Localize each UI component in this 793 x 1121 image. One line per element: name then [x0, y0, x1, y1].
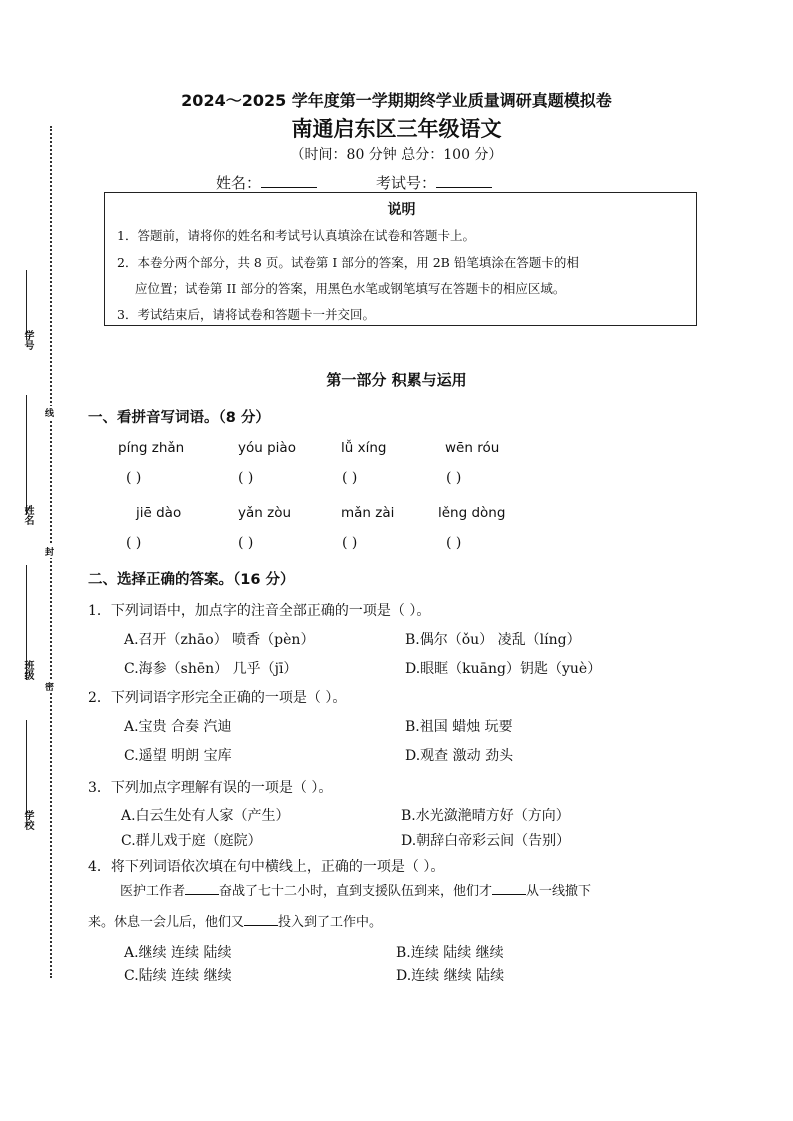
- name-label: 姓名：: [216, 174, 262, 192]
- q4-sentence-part: 医护工作者: [120, 884, 186, 899]
- part1-heading: 第一部分 积累与运用: [326, 371, 467, 389]
- instruction-item-2: 2．本卷分两个部分，共 8 页。试卷第 I 部分的答案，用 2B 铅笔填涂在答题卡的相: [117, 255, 579, 270]
- q4-blank-2[interactable]: [492, 882, 526, 895]
- exam-time-info: （时间：80 分钟 总分：100 分）: [290, 147, 503, 163]
- answer-blank[interactable]: ( ): [126, 470, 142, 486]
- q2-option-b[interactable]: B.祖国 蜡烛 玩要: [405, 719, 513, 735]
- pinyin-item: lǚ xíng: [341, 440, 387, 456]
- side-label-name: 姓名: [22, 505, 33, 525]
- q4-option-c[interactable]: C.陆续 连续 继续: [124, 968, 232, 984]
- q3-option-c[interactable]: C.群儿戏于庭（庭院）: [121, 833, 262, 849]
- q4-blank-3[interactable]: [244, 913, 278, 926]
- instruction-item-3: 3．考试结束后，请将试卷和答题卡一并交回。: [117, 307, 375, 322]
- q2-option-a[interactable]: A.宝贵 合奏 汽迪: [124, 719, 232, 735]
- pinyin-item: píng zhǎn: [118, 440, 185, 456]
- section2-heading: 二、选择正确的答案。（16 分）: [88, 572, 295, 588]
- seal-char-seal: 封: [45, 545, 54, 558]
- exam-title-line1: 2024～2025 学年度第一学期期终学业质量调研真题模拟卷: [181, 91, 612, 110]
- answer-blank[interactable]: ( ): [238, 535, 254, 551]
- q4-option-a[interactable]: A.继续 连续 陆续: [124, 945, 232, 961]
- side-label-student-id: 学号: [22, 330, 33, 350]
- instructions-title: 说明: [387, 202, 416, 218]
- q4-option-b[interactable]: B.连续 陆续 继续: [396, 945, 504, 961]
- section1-heading: 一、看拼音写词语。（8 分）: [88, 410, 270, 426]
- q2-option-d[interactable]: D.观查 激动 劲头: [405, 748, 514, 764]
- answer-blank[interactable]: ( ): [342, 535, 358, 551]
- exam-number-label: 考试号：: [376, 174, 437, 192]
- name-field[interactable]: [216, 172, 317, 193]
- answer-blank[interactable]: ( ): [126, 535, 142, 551]
- side-label-school: 学校: [22, 810, 33, 830]
- exam-title-line2: 南通启东区三年级语文: [291, 117, 502, 141]
- seal-char-secret: 密: [45, 680, 54, 693]
- q3-option-d[interactable]: D.朝辞白帝彩云间（告别）: [401, 833, 571, 849]
- q3-option-a[interactable]: A.白云生处有人家（产生）: [121, 808, 290, 824]
- pinyin-item: lěng dòng: [438, 505, 506, 521]
- question-3-stem: 3．下列加点字理解有误的一项是（ ）。: [88, 780, 333, 796]
- exam-number-field[interactable]: [376, 172, 492, 193]
- answer-blank[interactable]: ( ): [446, 535, 462, 551]
- q1-option-a[interactable]: A.召开（zhāo） 喷香（pèn）: [124, 632, 315, 648]
- exam-number-blank[interactable]: [436, 173, 492, 188]
- pinyin-item: jiē dào: [136, 505, 182, 521]
- q4-sentence-part: 投入到了工作中。: [278, 915, 383, 930]
- q4-sentence-part: 从一线撤下: [526, 884, 592, 899]
- question-1-stem: 1．下列词语中，加点字的注音全部正确的一项是（ ）。: [88, 603, 431, 619]
- q3-option-b[interactable]: B.水光潋滟晴方好（方向）: [401, 808, 570, 824]
- instruction-item-1: 1．答题前，请将你的姓名和考试号认真填涂在试卷和答题卡上。: [117, 228, 475, 243]
- school-write-line: [26, 720, 27, 820]
- answer-blank[interactable]: ( ): [342, 470, 358, 486]
- name-blank[interactable]: [261, 173, 317, 188]
- q4-sentence-line2: [88, 911, 382, 930]
- seal-char-line: 线: [45, 406, 54, 419]
- q4-option-d[interactable]: D.连续 继续 陆续: [396, 968, 505, 984]
- q4-sentence-part: 来。休息一会儿后，他们又: [88, 915, 245, 930]
- pinyin-item: yóu piào: [238, 440, 296, 456]
- q1-option-c[interactable]: C.海参（shēn） 几乎（jī）: [124, 661, 298, 677]
- q4-blank-1[interactable]: [185, 882, 219, 895]
- q4-sentence-line1: [120, 880, 591, 899]
- q1-option-b[interactable]: B.偶尔（ǒu） 凌乱（líng）: [405, 632, 581, 648]
- q2-option-c[interactable]: C.遥望 明朗 宝库: [124, 748, 232, 764]
- answer-blank[interactable]: ( ): [446, 470, 462, 486]
- instructions-box: [104, 192, 697, 326]
- question-4-stem: 4．将下列词语依次填在句中横线上，正确的一项是（ ）。: [88, 859, 445, 875]
- q1-option-d[interactable]: D.眼眶（kuāng）钥匙（yuè）: [405, 661, 602, 677]
- q4-sentence-part: 奋战了七十二小时，直到支援队伍到来，他们才: [219, 884, 493, 899]
- question-2-stem: 2．下列词语字形完全正确的一项是（ ）。: [88, 690, 347, 706]
- pinyin-item: yǎn zòu: [238, 505, 292, 521]
- pinyin-item: wēn róu: [445, 440, 500, 456]
- pinyin-item: mǎn zài: [341, 505, 395, 521]
- side-label-class: 班级: [22, 660, 33, 680]
- answer-blank[interactable]: ( ): [238, 470, 254, 486]
- instruction-item-2-cont: 应位置；试卷第 II 部分的答案，用黑色水笔或钢笔填写在答题卡的相应区域。: [135, 281, 566, 296]
- name-write-line: [26, 395, 27, 515]
